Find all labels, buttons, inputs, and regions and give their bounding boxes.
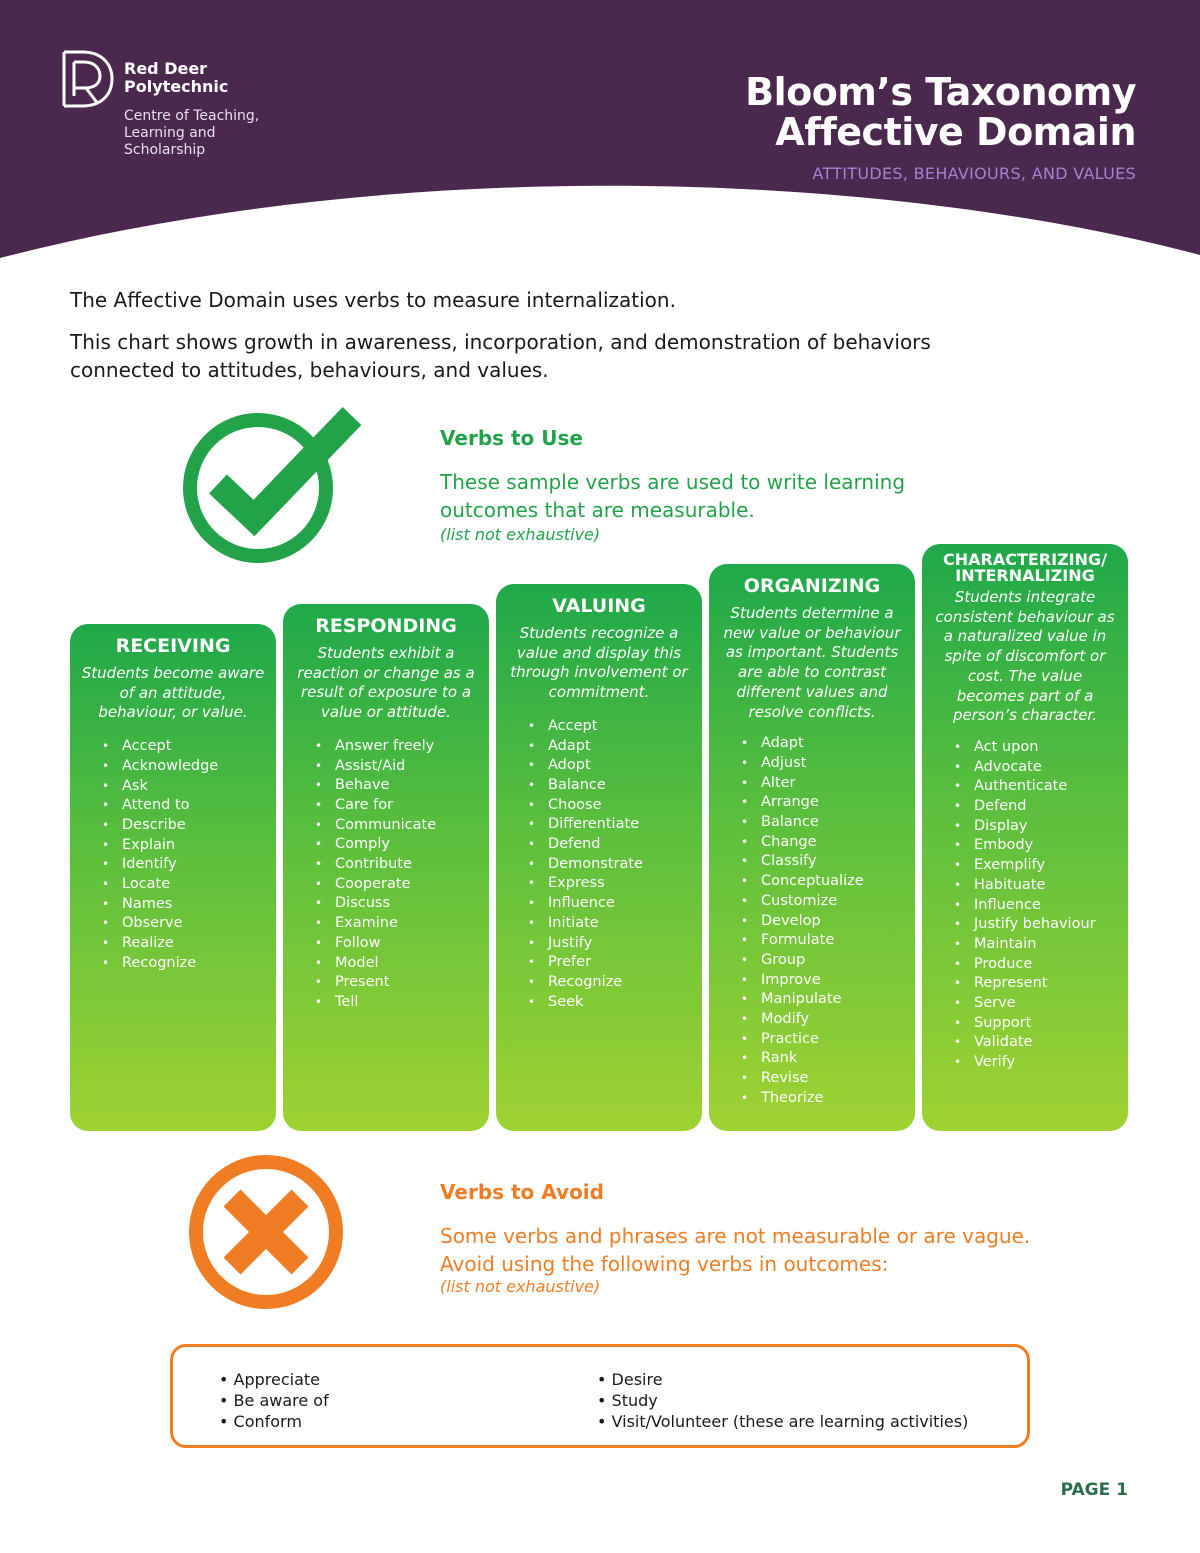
org-dept-line1: Centre of Teaching, — [124, 108, 260, 124]
column-description: Students exhibit a reaction or change as a result of exposure to a value or attitude. — [297, 644, 475, 722]
org-name-line1: Red Deer — [124, 59, 208, 78]
avoid-item: • Be aware of — [219, 1390, 329, 1411]
verb-item: • Adopt — [534, 756, 692, 776]
title-line2: Affective Domain — [775, 110, 1136, 154]
verb-item: • Display — [960, 817, 1118, 837]
verb-list — [80, 737, 266, 973]
verb-item: • Influence — [534, 894, 692, 914]
intro-text — [70, 286, 970, 398]
org-dept-line3: Scholarship — [124, 142, 206, 158]
verbs-to-avoid-text: Some verbs and phrases are not measurable or are vague. Avoid using the following verbs in outcomes: — [440, 1224, 1031, 1276]
verb-item: • Prefer — [534, 953, 692, 973]
intro-line2: This chart shows growth in awareness, incorporation, and demonstration of behaviors connected to attitudes, behaviours, and values. — [70, 330, 931, 382]
logo-mark-icon — [60, 48, 116, 110]
verb-item: • Accept — [108, 737, 266, 757]
verb-item: • Alter — [747, 774, 905, 794]
verb-item: • Serve — [960, 994, 1118, 1014]
page-number: PAGE 1 — [1060, 1480, 1128, 1500]
column-title: CHARACTERIZING/ INTERNALIZING — [943, 550, 1107, 585]
verb-item: • Balance — [534, 776, 692, 796]
page-title — [745, 72, 1136, 152]
verb-item: • Recognize — [108, 954, 266, 974]
verb-item: • Express — [534, 874, 692, 894]
column-description: Students integrate consistent behaviour as a naturalized value in spite of discomfort or cost. The value becomes part of a person’s character. — [935, 588, 1115, 725]
verb-item: • Assist/Aid — [321, 757, 479, 777]
verb-item: • Adapt — [747, 734, 905, 754]
verb-item: • Validate — [960, 1033, 1118, 1053]
verb-item: • Explain — [108, 836, 266, 856]
column-description: Students recognize a value and display this through involvement or commitment. — [510, 624, 688, 702]
avoid-item: • Desire — [597, 1369, 968, 1390]
verb-item: • Advocate — [960, 758, 1118, 778]
verb-item: • Acknowledge — [108, 757, 266, 777]
verb-item: • Justify — [534, 934, 692, 954]
verb-item: • Accept — [534, 717, 692, 737]
verb-item: • Communicate — [321, 816, 479, 836]
verb-item: • Examine — [321, 914, 479, 934]
verb-item: • Modify — [747, 1010, 905, 1030]
verb-item: • Describe — [108, 816, 266, 836]
verb-item: • Change — [747, 833, 905, 853]
column-4 — [709, 564, 915, 1131]
verbs-to-avoid-note: (list not exhaustive) — [440, 1277, 601, 1296]
verb-item: • Arrange — [747, 793, 905, 813]
verb-item: • Develop — [747, 912, 905, 932]
verb-item: • Defend — [534, 835, 692, 855]
verb-item: • Tell — [321, 993, 479, 1013]
verbs-to-avoid-heading: Verbs to Avoid — [440, 1180, 604, 1204]
org-name-line2: Polytechnic — [124, 77, 229, 96]
verb-item: • Recognize — [534, 973, 692, 993]
verb-item: • Choose — [534, 796, 692, 816]
org-dept-line2: Learning and — [124, 125, 216, 141]
verb-item: • Realize — [108, 934, 266, 954]
verb-item: • Locate — [108, 875, 266, 895]
verb-item: • Adapt — [534, 737, 692, 757]
verb-item: • Habituate — [960, 876, 1118, 896]
avoid-item: • Appreciate — [219, 1369, 329, 1390]
verb-list — [719, 734, 905, 1108]
avoid-item: • Study — [597, 1390, 968, 1411]
avoid-list-left — [219, 1369, 329, 1432]
verbs-to-use-heading: Verbs to Use — [440, 426, 583, 450]
verb-item: • Revise — [747, 1069, 905, 1089]
verb-item: • Maintain — [960, 935, 1118, 955]
intro-line1: The Affective Domain uses verbs to measure internalization. — [70, 288, 676, 312]
column-2 — [283, 604, 489, 1131]
checkmark-icon — [176, 396, 376, 566]
verb-list — [932, 738, 1118, 1073]
page-subtitle: ATTITUDES, BEHAVIOURS, AND VALUES — [812, 164, 1136, 183]
column-title: RECEIVING — [115, 635, 231, 657]
verb-list — [293, 737, 479, 1013]
verb-item: • Balance — [747, 813, 905, 833]
column-3 — [496, 584, 702, 1131]
verb-item: • Answer freely — [321, 737, 479, 757]
verb-item: • Discuss — [321, 894, 479, 914]
column-title: ORGANIZING — [743, 575, 881, 597]
verb-item: • Exemplify — [960, 856, 1118, 876]
column-title: RESPONDING — [315, 615, 457, 637]
org-name — [124, 60, 324, 96]
verb-list — [506, 717, 692, 1013]
column-description: Students determine a new value or behaviour as important. Students are able to contrast different values and resolve conflicts. — [723, 604, 901, 721]
verb-item: • Names — [108, 895, 266, 915]
verb-item: • Seek — [534, 993, 692, 1013]
verbs-to-use-text: These sample verbs are used to write learning outcomes that are measurable. — [440, 470, 906, 522]
avoid-item: • Visit/Volunteer (these are learning activities) — [597, 1411, 968, 1432]
verb-item: • Improve — [747, 971, 905, 991]
verb-item: • Demonstrate — [534, 855, 692, 875]
verbs-to-use-note: (list not exhaustive) — [440, 525, 601, 544]
verb-item: • Adjust — [747, 754, 905, 774]
verb-item: • Authenticate — [960, 777, 1118, 797]
verb-item: • Present — [321, 973, 479, 993]
avoid-list-right — [597, 1369, 968, 1432]
column-title: VALUING — [552, 595, 646, 617]
verb-item: • Manipulate — [747, 990, 905, 1010]
verb-item: • Customize — [747, 892, 905, 912]
verb-item: • Conceptualize — [747, 872, 905, 892]
verb-item: • Embody — [960, 836, 1118, 856]
verbs-to-avoid-box — [170, 1344, 1030, 1448]
verb-item: • Comply — [321, 835, 479, 855]
verb-item: • Behave — [321, 776, 479, 796]
verb-item: • Produce — [960, 955, 1118, 975]
verb-item: • Practice — [747, 1030, 905, 1050]
verb-item: • Initiate — [534, 914, 692, 934]
column-description: Students become aware of an attitude, behaviour, or value. — [81, 664, 265, 722]
verb-item: • Influence — [960, 896, 1118, 916]
column-1 — [70, 624, 276, 1131]
verb-item: • Observe — [108, 914, 266, 934]
avoid-item: • Conform — [219, 1411, 329, 1432]
verb-item: • Rank — [747, 1049, 905, 1069]
x-mark-icon — [186, 1150, 366, 1310]
verb-item: • Support — [960, 1014, 1118, 1034]
verb-item: • Follow — [321, 934, 479, 954]
verb-item: • Formulate — [747, 931, 905, 951]
title-line1: Bloom’s Taxonomy — [745, 70, 1136, 114]
org-department — [124, 108, 324, 159]
verb-item: • Theorize — [747, 1089, 905, 1109]
column-5 — [922, 544, 1128, 1131]
verb-item: • Justify behaviour — [960, 915, 1118, 935]
verb-item: • Model — [321, 954, 479, 974]
verb-item: • Ask — [108, 777, 266, 797]
verb-item: • Care for — [321, 796, 479, 816]
verb-item: • Cooperate — [321, 875, 479, 895]
verb-item: • Group — [747, 951, 905, 971]
verb-item: • Defend — [960, 797, 1118, 817]
verb-item: • Act upon — [960, 738, 1118, 758]
verb-item: • Differentiate — [534, 815, 692, 835]
verb-item: • Attend to — [108, 796, 266, 816]
verb-item: • Represent — [960, 974, 1118, 994]
verb-item: • Verify — [960, 1053, 1118, 1073]
verb-item: • Classify — [747, 852, 905, 872]
verb-item: • Identify — [108, 855, 266, 875]
verb-item: • Contribute — [321, 855, 479, 875]
